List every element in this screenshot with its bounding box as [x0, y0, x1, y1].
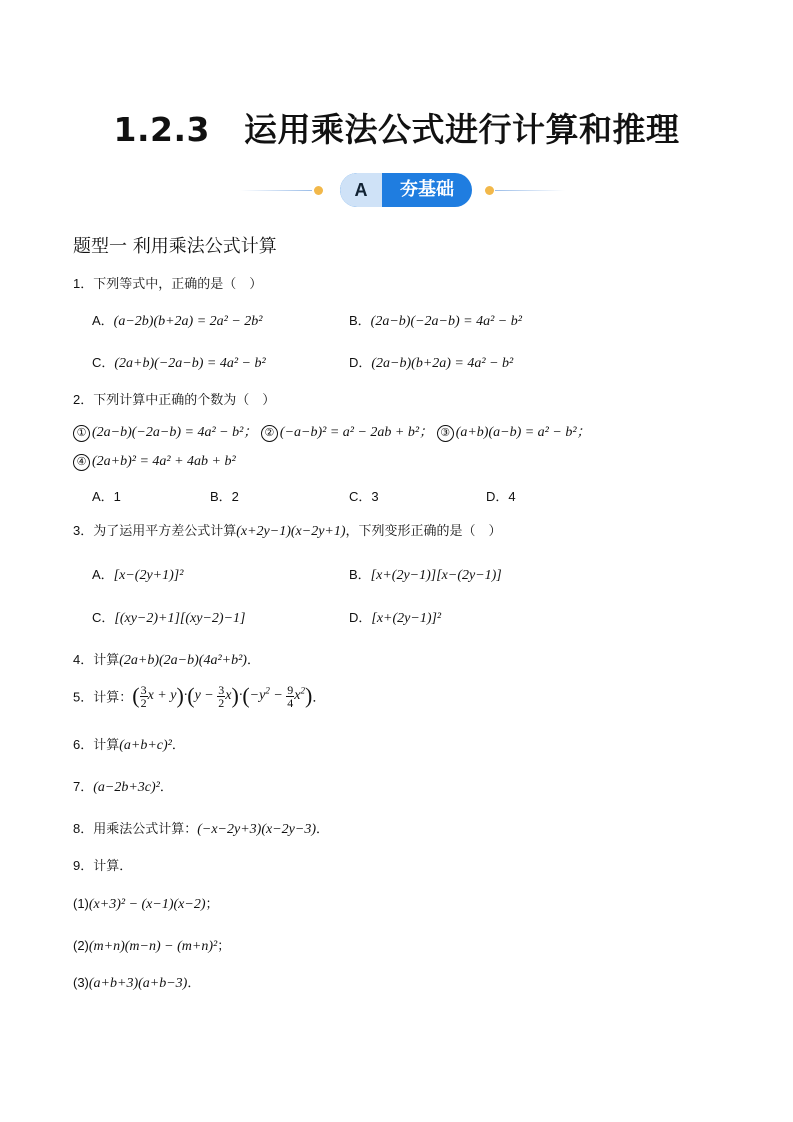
q3-stem-expr: (x+2y−1)(x−2y+1)	[236, 524, 346, 539]
q4	[73, 649, 260, 669]
title-text: 运用乘法公式进行计算和推理	[243, 110, 680, 149]
q5-post: ．	[312, 689, 326, 705]
title-number: 1.2.3	[113, 110, 210, 149]
q1-b-expr: (2a−b)(−2a−b) = 4a² − b²	[370, 314, 522, 329]
option-label: A．	[92, 567, 114, 582]
part-label: (3)	[73, 975, 89, 990]
q9-p1-expr: (x+3)² − (x−1)(x−2)	[88, 897, 206, 912]
banner-right-line	[495, 190, 565, 191]
level-letter: A	[340, 173, 382, 207]
level-label: 夯基础	[400, 179, 454, 200]
circled-two: ②	[261, 425, 278, 442]
q3-stem	[73, 520, 502, 540]
q3-d-expr: [x+(2y−1)]²	[371, 611, 442, 626]
q1-stem: 1．下列等式中，正确的是（ ）	[73, 276, 263, 291]
option-label: C．	[92, 610, 115, 625]
q1-option-c	[92, 352, 266, 372]
banner-left-line	[240, 190, 312, 191]
option-label: D．	[349, 355, 372, 370]
option-label: B．	[349, 567, 371, 582]
q9-p2-expr: (m+n)(m−n) − (m+n)²	[88, 939, 218, 954]
q2-expr-2: (−a−b)² = a² − 2ab + b²；	[279, 425, 434, 440]
q7-expr: (a−2b+3c)²	[93, 780, 160, 795]
q3-option-d	[349, 607, 441, 627]
q3-stem-post: ，下列变形正确的是（ ）	[345, 523, 502, 538]
circled-three: ③	[437, 425, 454, 442]
q4-expr: (2a+b)(2a−b)(4a²+b²)	[119, 653, 247, 668]
option-label: D．	[349, 610, 372, 625]
q9-part-1	[73, 893, 219, 913]
q7	[73, 776, 173, 796]
q7-post: ．	[159, 779, 173, 794]
q2-option-b: B．2	[210, 489, 239, 504]
q2-option-a: A．1	[92, 489, 121, 504]
q5-expr: ( $\frac{3}{2}$ x + y)·(y − $\frac{3}{2}$ $x)\cdot(-y^2$ − $\frac{9}{4}$ $x^2$)	[132, 682, 313, 710]
q5	[73, 683, 325, 709]
q2-expr-1: (2a−b)(−2a−b) = 4a² − b²；	[92, 425, 258, 440]
section-heading: 题型一 利用乘法公式计算	[73, 236, 277, 257]
part-label: (2)	[73, 938, 89, 953]
option-label: A．	[92, 313, 114, 328]
q1-option-a	[92, 310, 263, 330]
q8	[73, 818, 329, 838]
banner-left-dot	[314, 186, 323, 195]
q1-c-expr: (2a+b)(−2a−b) = 4a² − b²	[114, 356, 266, 371]
level-badge	[340, 173, 472, 207]
q3-b-expr: [x+(2y−1)][x−(2y−1)]	[370, 568, 502, 583]
q3-option-b	[349, 564, 502, 584]
q2-expr-3: (a+b)(a−b) = a² − b²；	[455, 425, 591, 440]
section-banner	[0, 172, 793, 208]
page-title	[0, 104, 793, 151]
q7-pre: 7．	[73, 779, 94, 794]
q1-option-b	[349, 310, 522, 330]
q9-part-2	[73, 935, 230, 955]
q2-stem: 2．下列计算中正确的个数为（ ）	[73, 392, 276, 407]
part-end: ．	[187, 975, 201, 990]
q6-expr: (a+b+c)²	[119, 738, 172, 753]
option-label: C．	[92, 355, 115, 370]
q9-part-3	[73, 972, 200, 992]
circled-four: ④	[73, 454, 90, 471]
q3-c-expr: [(xy−2)+1][(xy−2)−1]	[114, 611, 246, 626]
circled-one: ①	[73, 425, 90, 442]
q8-pre: 8．用乘法公式计算：	[73, 821, 198, 836]
part-label: (1)	[73, 896, 89, 911]
q1-option-d	[349, 352, 513, 372]
banner-right-dot	[485, 186, 494, 195]
q2-option-c: C．3	[349, 489, 379, 504]
q2-expr-4: (2a+b)² = 4a² + 4ab + b²	[92, 454, 236, 469]
q6	[73, 734, 185, 754]
q3-option-a	[92, 564, 183, 584]
part-end: ；	[217, 938, 231, 953]
q1-d-expr: (2a−b)(b+2a) = 4a² − b²	[371, 356, 514, 371]
q2-statements-row2	[73, 453, 236, 471]
q3-option-c	[92, 607, 245, 627]
q2-option-d: D．4	[486, 489, 516, 504]
q8-expr: (−x−2y+3)(x−2y−3)	[197, 822, 316, 837]
q5-pre: 5．计算：	[73, 689, 133, 705]
q1-a-expr: (a−2b)(b+2a) = 2a² − 2b²	[113, 314, 263, 329]
q2-statements-row1	[73, 421, 591, 442]
q4-pre: 4．计算	[73, 652, 120, 667]
q8-post: ．	[315, 821, 329, 836]
q3-stem-pre: 3．为了运用平方差公式计算	[73, 523, 237, 538]
q9-p3-expr: (a+b+3)(a+b−3)	[88, 976, 188, 991]
q4-post: ．	[246, 652, 260, 667]
q6-post: ．	[171, 737, 185, 752]
part-end: ；	[205, 896, 219, 911]
q3-a-expr: [x−(2y+1)]²	[113, 568, 184, 583]
q6-pre: 6．计算	[73, 737, 120, 752]
q9-stem: 9．计算．	[73, 858, 133, 873]
option-label: B．	[349, 313, 371, 328]
